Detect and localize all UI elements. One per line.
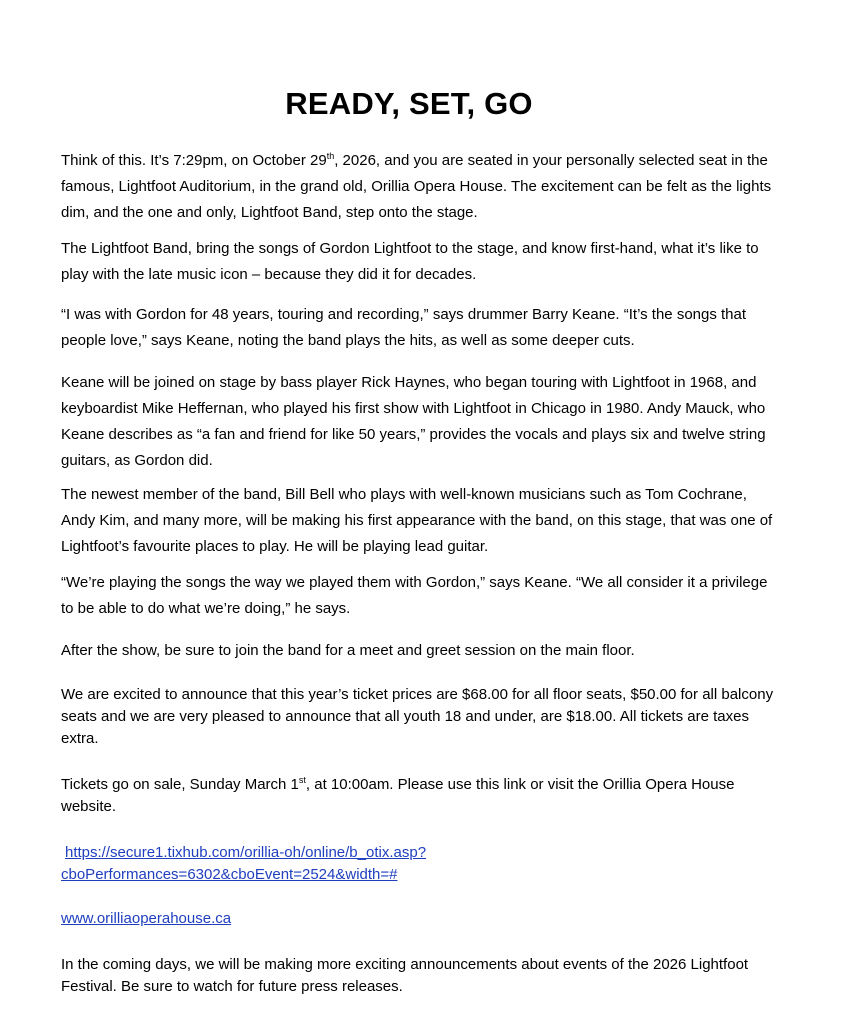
paragraph-privilege-quote: “We’re playing the songs the way we played them with Gordon,” says Keane. “We all consider it a privilege to be able to do what we’re doing,” he says. bbox=[61, 574, 768, 617]
tickets-link-line2[interactable]: cboPerformances=6302&cboEvent=2524&width=# bbox=[61, 866, 398, 883]
tickets-text-b: , at 10:00am. Please use this link or visit the Orillia Opera House website. bbox=[61, 776, 735, 815]
page-title: READY, SET, GO bbox=[285, 86, 533, 121]
tickets-sup-st: st bbox=[298, 775, 306, 785]
website-link-block bbox=[61, 908, 781, 930]
paragraph-ticket-prices: We are excited to announce that this year’s ticket prices are $68.00 for all floor seats, $50.00 for all balcony seats and we are very pleased to announce that all youth 18 and under, are $18.00. All tickets are taxes extra. bbox=[61, 686, 774, 747]
intro-text-a: Think of this. It’s 7:29pm, on October 29 bbox=[61, 152, 327, 169]
intro-paragraph bbox=[61, 148, 781, 226]
intro-text-b: , 2026, and you are seated in your personally selected seat in the famous, Lightfoot Auditorium, in the grand old, Orillia Opera House. The excitement can be felt as the lights dim, and the one and only, Lightfoot Band, step onto the stage. bbox=[61, 152, 772, 221]
paragraph-coming-days: In the coming days, we will be making more exciting announcements about events of the 2026 Lightfoot Festival. Be sure to watch for future press releases. bbox=[61, 956, 749, 995]
website-link[interactable]: www.orilliaoperahouse.ca bbox=[61, 910, 232, 927]
tickets-link-line1[interactable]: https://secure1.tixhub.com/orillia-oh/online/b_otix.asp? bbox=[65, 844, 427, 861]
paragraph-keane-quote: “I was with Gordon for 48 years, touring and recording,” says drummer Barry Keane. “It’s the songs that people love,” says Keane, noting the band plays the hits, as well as some deeper cuts. bbox=[61, 306, 747, 349]
paragraph-band-intro: The Lightfoot Band, bring the songs of Gordon Lightfoot to the stage, and know first-hand, what it’s like to play with the late music icon – because they did it for decades. bbox=[61, 240, 759, 283]
paragraph-new-member: The newest member of the band, Bill Bell who plays with well-known musicians such as Tom Cochrane, Andy Kim, and many more, will be making his first appearance with the band, on this stage, that was one of Lightfoot’s favourite places to play. He will be playing lead guitar. bbox=[61, 486, 773, 555]
intro-sup-th: th bbox=[326, 151, 335, 161]
paragraph-members: Keane will be joined on stage by bass player Rick Haynes, who began touring with Lightfoot in 1968, and keyboardist Mike Heffernan, who played his first show with Lightfoot in Chicago in 1980. Andy Mauck, who Keane describes as “a fan and friend for like 50 years,” provides the vocals and plays six and twelve string guitars, as Gordon did. bbox=[61, 374, 766, 469]
paragraph-meet-greet: After the show, be sure to join the band for a meet and greet session on the main floor. bbox=[61, 642, 635, 659]
tickets-link-block bbox=[61, 842, 781, 886]
tickets-text-a: Tickets go on sale, Sunday March 1 bbox=[61, 776, 299, 793]
paragraph-tickets-on-sale bbox=[61, 774, 781, 818]
